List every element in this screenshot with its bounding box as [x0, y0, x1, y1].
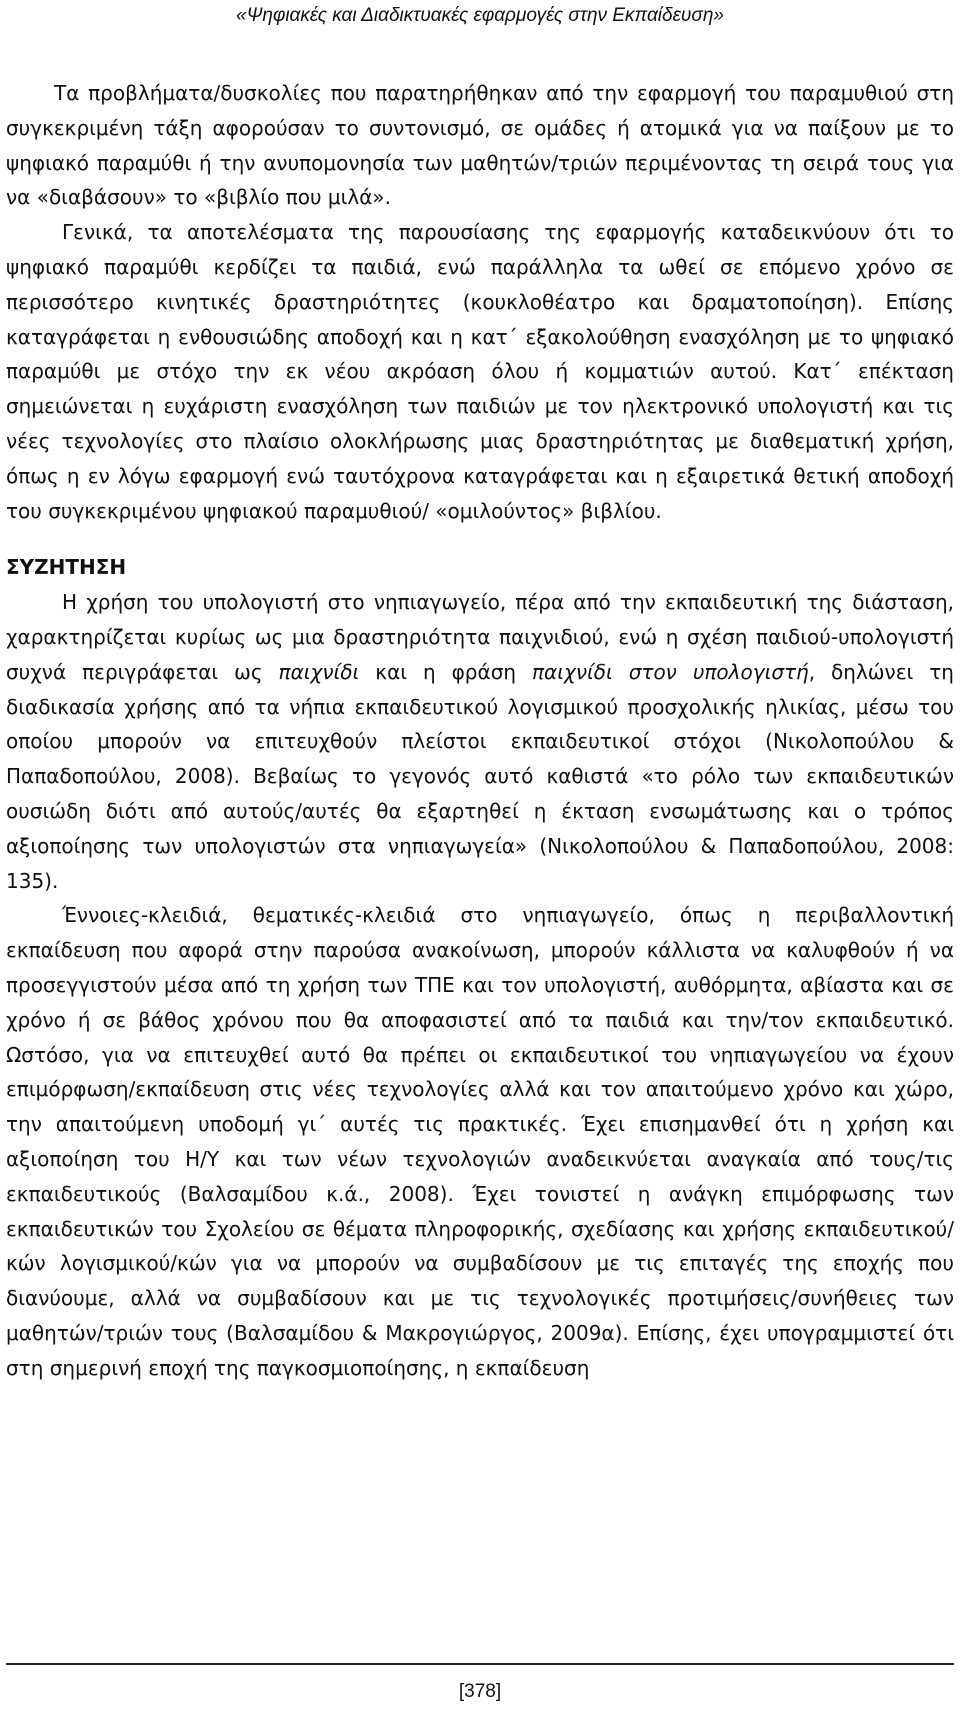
- emphasis-play: παιχνίδι: [278, 659, 360, 684]
- footer-divider: [6, 1663, 954, 1665]
- section-heading-discussion: ΣΥΖΗΤΗΣΗ: [6, 555, 127, 580]
- results-paragraph-difficulties: Τα προβλήματα/δυσκολίες που παρατηρήθηκαν από την εφαρμογή του παραμυθιού στη συγκεκριμένη τάξη αφορούσαν το συντονισμό, σε ομάδες ή ατομικά για να παίξουν με το ψηφιακό παραμύθι ή την ανυπομονησία των μαθητών/τριών περιμένοντας τη σειρά τους για να «διαβάσουν» το «βιβλίο που μιλά».: [6, 81, 954, 210]
- page-number: [378]: [458, 1681, 502, 1702]
- emphasis-computer-play: παιχνίδι στον υπολογιστή: [532, 659, 809, 684]
- discussion-text-part-2: και η φράση: [359, 659, 532, 684]
- results-paragraph-general: Γενικά, τα αποτελέσματα της παρουσίασης της εφαρμογής καταδεικνύουν ότι το ψηφιακό παραμύθι κερδίζει τα παιδιά, ενώ παράλληλα τα ωθεί σε επόμενο χρόνο σε περισσότερο κινητικές δραστηριότητες (κουκλοθέατρο και δραματοποίηση). Επίσης καταγράφεται η ενθουσιώδης αποδοχή και η κατ΄ εξακολούθηση ενασχόληση με το ψηφιακό παραμύθι με στόχο την εκ νέου ακρόαση όλου ή κομματιών αυτού. Κατ΄ επέκταση σημειώνεται η ευχάριστη ενασχόληση των παιδιών με τον ηλεκτρονικό υπολογιστή και τις νέες τεχνολογίες στο πλαίσιο ολοκλήρωσης μιας δραστηριότητας με διαθεματική χρήση, όπως η εν λόγω εφαρμογή ενώ ταυτόχρονα καταγράφεται και η εξαιρετικά θετική αποδοχή του συγκεκριμένου ψηφιακού παραμυθιού/ «ομιλούντος» βιβλίου.: [6, 220, 954, 523]
- discussion-text-part-3: , δηλώνει τη διαδικασία χρήσης από τα νήπια εκπαιδευτικού λογισμικού προσχολικής ηλικίας, μέσω του οποίου μπορούν να επιτευχθούν πλείστοι εκπαιδευτικοί στόχοι (Νικολοπούλου & Παπαδοπούλου, 2008). Βεβαίως το γεγονός αυτό καθιστά «το ρόλο των εκπαιδευτικών ουσιώδη διότι από αυτούς/αυτές θα εξαρτηθεί η έκταση ενσωμάτωσης και ο τρόπος αξιοποίησης των υπολογιστών στα νηπιαγωγεία» (Νικολοπούλου & Παπαδοπούλου, 2008: 135).: [6, 659, 954, 893]
- discussion-paragraph-computer-use: [6, 585, 954, 898]
- article-body: [6, 76, 954, 1385]
- running-header: «Ψηφιακές και Διαδικτυακές εφαρμογές στην Εκπαίδευση»: [236, 5, 724, 26]
- discussion-paragraph-key-concepts: Έννοιες-κλειδιά, θεματικές-κλειδιά στο νηπιαγωγείο, όπως η περιβαλλοντική εκπαίδευση που αφορά στην παρούσα ανακοίνωση, μπορούν κάλλιστα να καλυφθούν ή να προσεγγιστούν μέσα από τη χρήση των ΤΠΕ και τον υπολογιστή, αυθόρμητα, αβίαστα και σε χρόνο ή σε βάθος χρόνου που θα αποφασιστεί από τα παιδιά και την/τον εκπαιδευτικό. Ωστόσο, για να επιτευχθεί αυτό θα πρέπει οι εκπαιδευτικοί του νηπιαγωγείου να έχουν επιμόρφωση/εκπαίδευση στις νέες τεχνολογίες αλλά και τον απαιτούμενο χρόνο και χώρο, την απαιτούμενη υποδομή γι΄ αυτές τις πρακτικές. Έχει επισημανθεί ότι η χρήση και αξιοποίηση του Η/Υ και των νέων τεχνολογιών αναδεικνύεται αναγκαία από τους/τις εκπαιδευτικούς (Βαλσαμίδου κ.ά., 2008). Έχει τονιστεί η ανάγκη επιμόρφωσης των εκπαιδευτικών του Σχολείου σε θέματα πληροφορικής, σχεδίασης και χρήσης εκπαιδευτικού/κών λογισμικού/κών για να μπορούν να συμβαδίσουν με τις επιταγές της εποχής που διανύουμε, αλλά να συμβαδίσουν και με τις τεχνολογικές προτιμήσεις/συνήθειες των μαθητών/τριών τους (Βαλσαμίδου & Μακρογιώργος, 2009α). Επίσης, έχει υπογραμμιστεί ότι στη σημερινή εποχή της παγκοσμιοποίησης, η εκπαίδευση: [6, 903, 954, 1380]
- discussion-text-part-1: Η χρήση του υπολογιστή στο νηπιαγωγείο, πέρα από την εκπαιδευτική της διάσταση, χαρακτηρίζεται κυρίως ως μια δραστηριότητα παιχνιδιού, ενώ η σχέση παιδιού-υπολογιστή συχνά περιγράφεται ως: [6, 590, 954, 684]
